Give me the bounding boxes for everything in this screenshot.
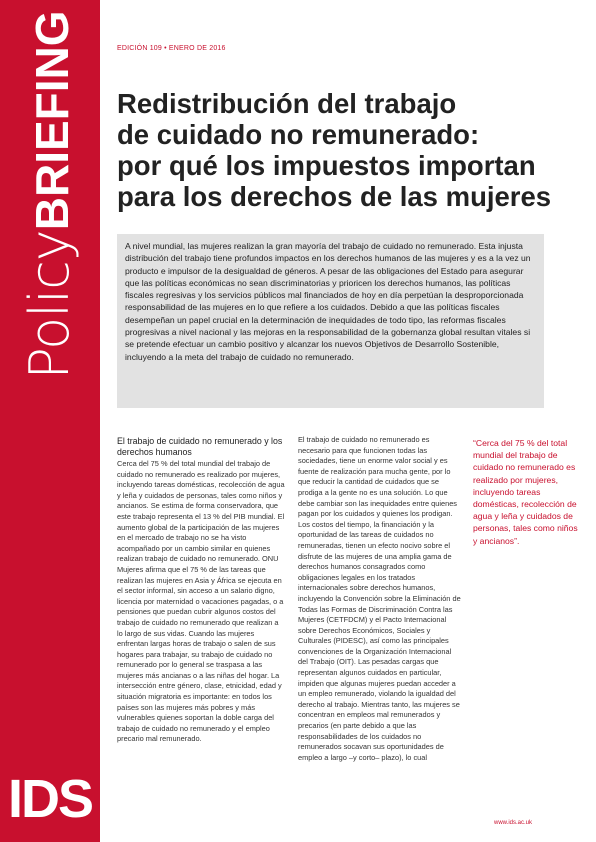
section-heading: El trabajo de cuidado no remunerado y los derechos humanos [117, 436, 283, 457]
title-line-4: para los derechos de las mujeres [117, 181, 552, 212]
brand-briefing: BRIEFING [26, 10, 78, 231]
brand-policy: Policy [18, 230, 81, 380]
policy-briefing-wordmark [18, 10, 81, 380]
edition-label: EDICIÓN 109 • ENERO DE 2016 [117, 45, 226, 52]
ids-logo [0, 745, 100, 842]
body-paragraph-2: El trabajo de cuidado no remunerado es necesario para que funcionen todas las sociedades, tiene un enorme valor social y es fuente de realización para mucha gente, por lo que reducir la cantidad de cuidados que se prodiga a la gente no es una solución. Lo que debe cambiar son las inequidades entre quienes pagan por los cuidados y quienes los prodigan. Los costos del tiempo, la financiación y la oportunidad de las tareas de cuidados no remuneradas, tienen un efecto nocivo sobre el disfrute de las mujeres de una amplia gama de derechos humanos consagrados como obligaciones legales en los tratados internacionales sobre derechos humanos, incluyendo la Convención sobre la Eliminación de Todas las Formas de Discriminación Contra las Mujeres (CETFDCM) y el Pacto Internacional sobre Derechos Económicos, Sociales y Culturales (PIDESC), así como las principales convenciones de la Organización Internacional del Trabajo (OIT). Las pesadas cargas que representan algunos cuidados en particular, impiden que algunas mujeres puedan acceder a un empleo remunerado, violando la igualdad del derecho al trabajo. Mientras tanto, las mujeres se concentran en empleos mal remunerados y precarios (en parte debido a que las responsabilidades de los cuidados no remunerados socavan sus oportunidades de empleo a largo –y corto– plazo), lo cual [298, 435, 461, 762]
body-column-1 [117, 436, 285, 745]
summary-text: A nivel mundial, las mujeres realizan la gran mayoría del trabajo de cuidado no remunerado. Esta injusta distribución del trabajo tiene profundos impactos en los derechos humanos de las mujeres y es a la vez un producto e impulsor de la desigualdad de géneros. A pesar de las obligaciones del Estado para asegurar que las políticas económicas no sean discriminatorias y prioricen los derechos humanos, las políticas fiscales regresivas y los servicios públicos mal financiados de hoy en día perpetúan la desproporcionada responsabilidad de las mujeres en lo que refiere a los cuidados. Debido a que las políticas fiscales desempeñan un papel crucial en la determinación de inequidades de todo tipo, las reformas fiscales progresivas a nivel nacional y las mejoras en la responsabilidad de la gobernanza global resultan vitales si se pretende efectuar un cambio positivo y alcanzar los nuevos Objetivos de Desarrollo Sostenible, incluyendo a la meta del trabajo de cuidado no remunerado. [125, 241, 531, 362]
ids-logo-text: IDS [7, 769, 93, 829]
footer-url[interactable]: www.ids.ac.uk [494, 820, 533, 826]
pull-quote: “Cerca del 75 % del total mundial del trabajo de cuidado no remunerado es realizado por mujeres, incluyendo tareas domésticas, recolección de agua y leña y cuidados de personas, tales como niños y ancianos”. [473, 438, 578, 546]
body-column-2 [298, 435, 463, 763]
title-line-1: Redistribución del trabajo [117, 88, 457, 119]
title-line-3: por qué los impuestos importan [117, 150, 536, 181]
summary-box [117, 234, 544, 408]
page-title [117, 88, 587, 212]
brand-sidebar [0, 0, 100, 842]
title-line-2: de cuidado no remunerado: [117, 119, 480, 150]
body-paragraph-1: Cerca del 75 % del total mundial del trabajo de cuidado no remunerado es realizado por mujeres, incluyendo tareas domésticas, recolección de agua y leña y cuidados de personas, tales como niños y ancianos. Se estima de forma conservadora, que este trabajo representa el 13 % del PIB mundial. El aumento global de la participación de las mujeres en el mercado de trabajo no se ha visto acompañado por un cambio similar en quienes realizan trabajo de cuidado no remunerado. ONU Mujeres afirma que el 75 % de las tareas que realizan las mujeres en Asia y África se ejecuta en el sector informal, sin acceso a un salario digno, licencia por maternidad o vacaciones pagadas, o a pensiones que puedan cubrir algunos costos del trabajo de cuidado no remunerado que realizan a lo largo de sus vidas. Cuando las mujeres enfrentan largas horas de trabajo o salen de sus hogares para trabajar, su trabajo de cuidado no remunerado por lo general se traspasa a las mujeres más ancianas o a las niñas del hogar. La intersección entre género, clase, etnicidad, edad y situación migratoria es importante: en todos los países son las mujeres más pobres y más vulnerables quienes soportan la doble carga del trabajo de cuidado no remunerado y el empleo precario mal remunerado. [117, 459, 285, 744]
